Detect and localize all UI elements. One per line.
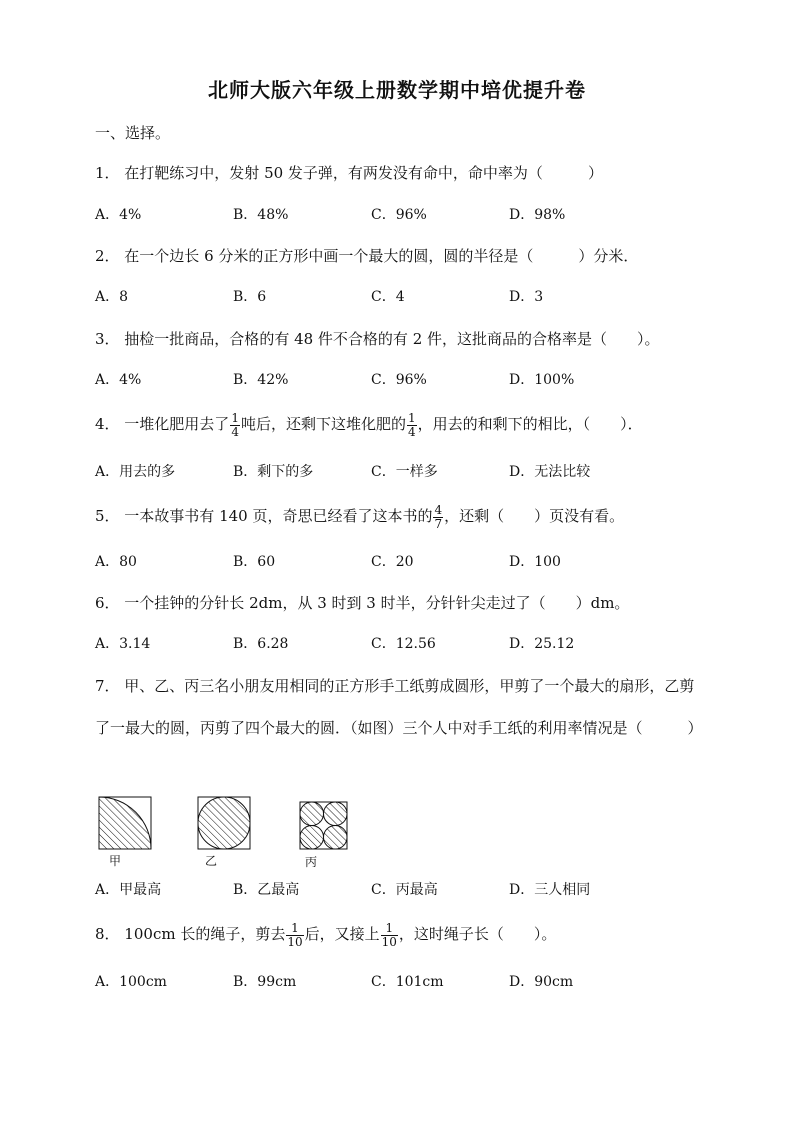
question-7: 7． 甲、乙、丙三名小朋友用相同的正方形手工纸剪成圆形，甲剪了一个最大的扇形，乙剪了一最大的圆，丙剪了四个最大的圆．（如图）三个人中对手工纸的利用率情况是（ ）: [95, 677, 703, 737]
figure-label-jia: 甲: [109, 854, 122, 868]
option-b: B．乙最高: [233, 882, 300, 898]
option-c: C．96%: [371, 207, 427, 223]
question-3: 3． 抽检一批商品，合格的有 48 件不合格的有 2 件，这批商品的合格率是（ ）。: [95, 330, 660, 348]
fraction-denominator: 10: [287, 934, 303, 949]
page-title: 北师大版六年级上册数学期中培优提升卷: [208, 78, 586, 102]
option-a: A．8: [95, 289, 129, 305]
option-a: A．3.14: [95, 636, 151, 652]
option-a: A．甲最高: [95, 882, 162, 898]
fraction: [433, 504, 443, 531]
question-8: [95, 921, 556, 949]
option-a: A．用去的多: [95, 464, 176, 480]
option-a: A．80: [95, 554, 137, 570]
question-4-options: [95, 461, 715, 483]
fraction-numerator: 1: [231, 410, 239, 425]
option-b: B．99cm: [233, 974, 297, 990]
fraction-denominator: 4: [407, 424, 416, 439]
option-b: B．60: [233, 554, 276, 570]
figure-label-bing: 丙: [305, 855, 318, 869]
figure-label-yi: 乙: [205, 854, 218, 868]
fraction-numerator: 1: [286, 922, 303, 936]
question-8-text-3: ，这时绳子长（ ）。: [398, 925, 557, 943]
option-c: C．96%: [371, 372, 427, 388]
option-b: B．6.28: [233, 636, 289, 652]
option-d: D．三人相同: [509, 882, 591, 898]
fraction: [407, 412, 417, 439]
option-d: D．90cm: [509, 974, 574, 990]
fraction-numerator: 1: [381, 922, 398, 936]
fraction: [230, 412, 240, 439]
fraction-denominator: 7: [434, 516, 443, 531]
question-5-options: [95, 551, 715, 573]
option-d: D．100: [509, 554, 561, 570]
section-heading: 一、选择。: [95, 124, 171, 142]
option-b: B．42%: [233, 372, 289, 388]
question-5-text-1: 5． 一本故事书有 140 页，奇思已经看了这本书的: [95, 507, 433, 525]
figure-yi: [198, 797, 250, 849]
question-7-figure: [95, 795, 365, 870]
option-d: D．3: [509, 289, 544, 305]
fraction-numerator: 1: [407, 410, 416, 425]
option-b: B．6: [233, 289, 267, 305]
question-8-text-1: 8． 100cm 长的绳子，剪去: [95, 925, 286, 943]
option-d: D．100%: [509, 372, 575, 388]
option-d: D．25.12: [509, 636, 575, 652]
question-1: 1． 在打靶练习中，发射 50 发子弹，有两发没有命中，命中率为（ ）: [95, 164, 603, 182]
figure-jia: [99, 797, 151, 849]
question-8-text-2: 后，又接上: [304, 925, 380, 943]
question-7-options: [95, 879, 715, 901]
question-3-options: [95, 369, 715, 391]
fraction-denominator: 10: [381, 934, 397, 949]
option-b: B．剩下的多: [233, 464, 314, 480]
question-6-options: [95, 633, 715, 655]
question-2-options: [95, 286, 715, 308]
option-a: A．4%: [95, 207, 142, 223]
option-c: C．4: [371, 289, 405, 305]
question-4-text-3: ，用去的和剩下的相比，（ ）．: [417, 415, 643, 433]
question-4-text-1: 4． 一堆化肥用去了: [95, 415, 230, 433]
question-4-text-2: 吨后，还剩下这堆化肥的: [240, 415, 406, 433]
question-5: [95, 503, 624, 531]
option-c: C．丙最高: [371, 882, 438, 898]
fraction-denominator: 4: [231, 424, 239, 439]
question-1-options: [95, 204, 715, 226]
option-c: C．12.56: [371, 636, 436, 652]
option-a: A．4%: [95, 372, 142, 388]
fraction: [381, 922, 398, 949]
option-c: C．一样多: [371, 464, 438, 480]
option-c: C．101cm: [371, 974, 444, 990]
question-4: [95, 411, 643, 439]
option-b: B．48%: [233, 207, 289, 223]
option-d: D．98%: [509, 207, 566, 223]
question-5-text-2: ，还剩（ ）页没有看。: [444, 507, 625, 525]
option-c: C．20: [371, 554, 414, 570]
question-6: 6． 一个挂钟的分针长 2dm，从 3 时到 3 时半，分针针尖走过了（ ）dm。: [95, 594, 630, 612]
question-8-options: [95, 971, 715, 993]
fraction-numerator: 4: [434, 502, 443, 517]
paper-cutting-diagram: [95, 795, 365, 870]
option-d: D．无法比较: [509, 464, 591, 480]
option-a: A．100cm: [95, 974, 167, 990]
figure-bing: [300, 802, 347, 849]
question-2: 2． 在一个边长 6 分米的正方形中画一个最大的圆，圆的半径是（ ）分米．: [95, 247, 639, 265]
fraction: [286, 922, 303, 949]
